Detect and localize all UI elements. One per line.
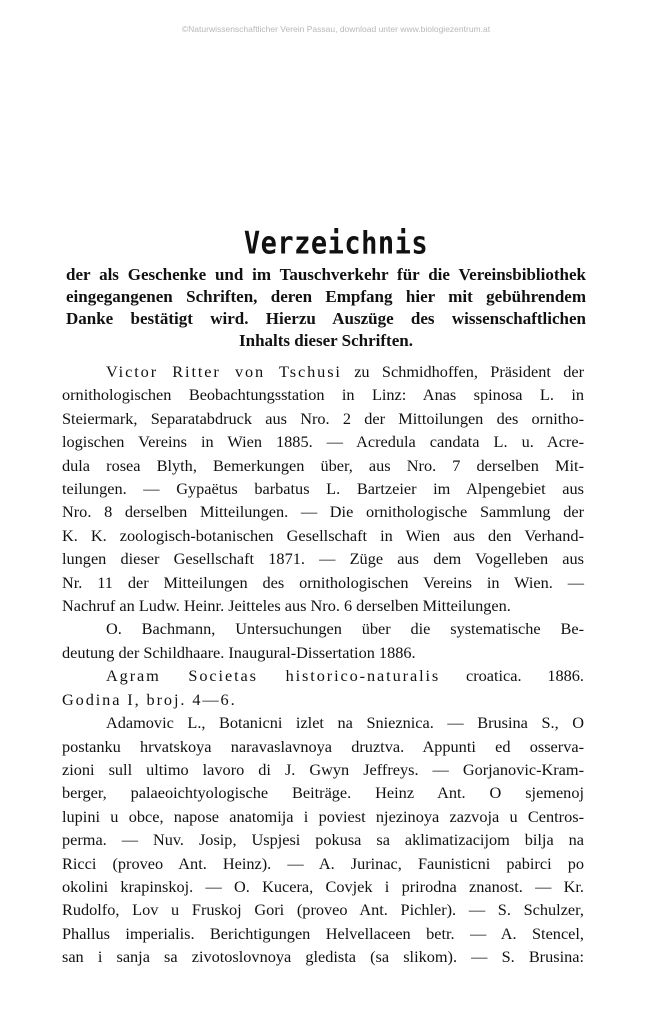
body-line [62, 524, 584, 547]
body-line-text: teilungen. — Gypaëtus barbatus L. Bartzeier im Alpengebiet aus [62, 479, 584, 499]
spaced-heading-text: Godina I, broj. 4—6. [62, 689, 237, 709]
body-line [62, 735, 584, 758]
body-line [62, 407, 584, 430]
body-line [62, 711, 584, 734]
body-line [62, 547, 584, 570]
body-line [62, 828, 584, 851]
body-line-text: deutung der Schildhaare. Inaugural-Dissertation 1886. [62, 642, 416, 662]
watermark-text: ©Naturwissenschaftlicher Verein Passau, download unter www.biologiezentrum.at [181, 24, 491, 34]
body-line [62, 477, 584, 500]
body-line-text: lupini u obce, napose anatomija i poviest njezinoya zazvoja u Centros- [62, 806, 584, 826]
body-line [62, 594, 584, 617]
body-line [62, 641, 584, 664]
body-line [62, 688, 584, 711]
body-line-text: perma. — Nuv. Josip, Uspjesi pokusa sa aklimatizacijom bilja na [62, 830, 584, 850]
body-line-text: Rudolfo, Lov u Fruskoj Gori (proveo Ant. Pichler). — S. Schulzer, [62, 900, 584, 920]
body-line [62, 758, 584, 781]
subtitle [66, 264, 586, 352]
body-line-text: dula rosea Blyth, Bemerkungen über, aus Nro. 7 derselben Mit- [62, 455, 584, 475]
body-line [62, 805, 584, 828]
body-line-text: logischen Vereins in Wien 1885. — Acredula candata L. u. Acre- [62, 432, 584, 452]
body-line-text: san i sanja sa zivotoslovnoya gledista (sa slikom). — S. Brusina: [62, 947, 584, 967]
body-line-text: O. Bachmann, Untersuchungen über die systematische Be- [106, 619, 584, 639]
body-line-text: Adamovic L., Botanicni izlet na Snieznica. — Brusina S., O [106, 713, 584, 733]
body-line-text: Phallus imperialis. Berichtigungen Helvellaceen betr. — A. Stencel, [62, 923, 584, 943]
spaced-heading-text: Agram Societas historico-naturalis [106, 666, 441, 686]
page-title: Verzeichnis [243, 225, 429, 262]
body-line-text: Nro. 8 derselben Mitteilungen. — Die ornithologische Sammlung der [62, 502, 584, 522]
body-line [62, 781, 584, 804]
body-text [62, 360, 584, 969]
body-line [62, 360, 584, 383]
body-line-text: okolini krapinskoj. — O. Kucera, Covjek i prirodna znanost. — Kr. [62, 876, 584, 896]
body-line-text: Nr. 11 der Mitteilungen des ornithologischen Vereins in Wien. — [62, 572, 584, 592]
body-line [62, 617, 584, 640]
body-line [62, 430, 584, 453]
body-line-text: K. K. zoologisch-botanischen Gesellschaft in Wien aus den Verhand- [62, 525, 584, 545]
subtitle-line: Danke bestätigt wird. Hierzu Auszüge des wissenschaftlichen [66, 309, 586, 328]
body-line-text: postanku hrvatskoya naravaslavnoya druztva. Appunti ed osserva- [62, 736, 584, 756]
spaced-heading-text: Victor Ritter von Tschusi [106, 362, 342, 381]
body-line [62, 571, 584, 594]
body-line [62, 454, 584, 477]
body-line [62, 500, 584, 523]
body-line-text: zioni sull ultimo lavoro di J. Gwyn Jeffreys. — Gorjanovic-Kram- [62, 759, 584, 779]
body-line-text: lungen dieser Gesellschaft 1871. — Züge aus dem Vogelleben aus [62, 549, 584, 569]
body-line [62, 922, 584, 945]
subtitle-line: eingegangenen Schriften, deren Empfang hier mit gebührendem [66, 287, 586, 306]
body-line-text: Nachruf an Ludw. Heinr. Jeitteles aus Nro. 6 derselben Mitteilungen. [62, 596, 511, 616]
subtitle-line: Inhalts dieser Schriften. [239, 331, 413, 350]
body-line [62, 664, 584, 687]
body-line-text: berger, palaeoichtyologische Beiträge. Heinz Ant. O sjemenoj [62, 783, 584, 803]
body-line-text: Steiermark, Separatabdruck aus Nro. 2 der Mittoilungen des ornitho- [62, 408, 584, 428]
body-line-text: zu Schmidhoffen, Präsident der [341, 362, 584, 381]
body-line [62, 898, 584, 921]
body-line-text: ornithologischen Beobachtungsstation in Linz: Anas spinosa L. in [62, 385, 584, 405]
body-line-text: Ricci (proveo Ant. Heinz). — A. Jurinac, Faunisticni pabirci po [62, 853, 584, 873]
subtitle-line: der als Geschenke und im Tauschverkehr für die Vereinsbibliothek [66, 265, 586, 284]
body-line [62, 383, 584, 406]
body-line [62, 945, 584, 968]
body-line [62, 875, 584, 898]
body-line [62, 852, 584, 875]
body-line-text: croatica. 1886. [440, 666, 584, 686]
